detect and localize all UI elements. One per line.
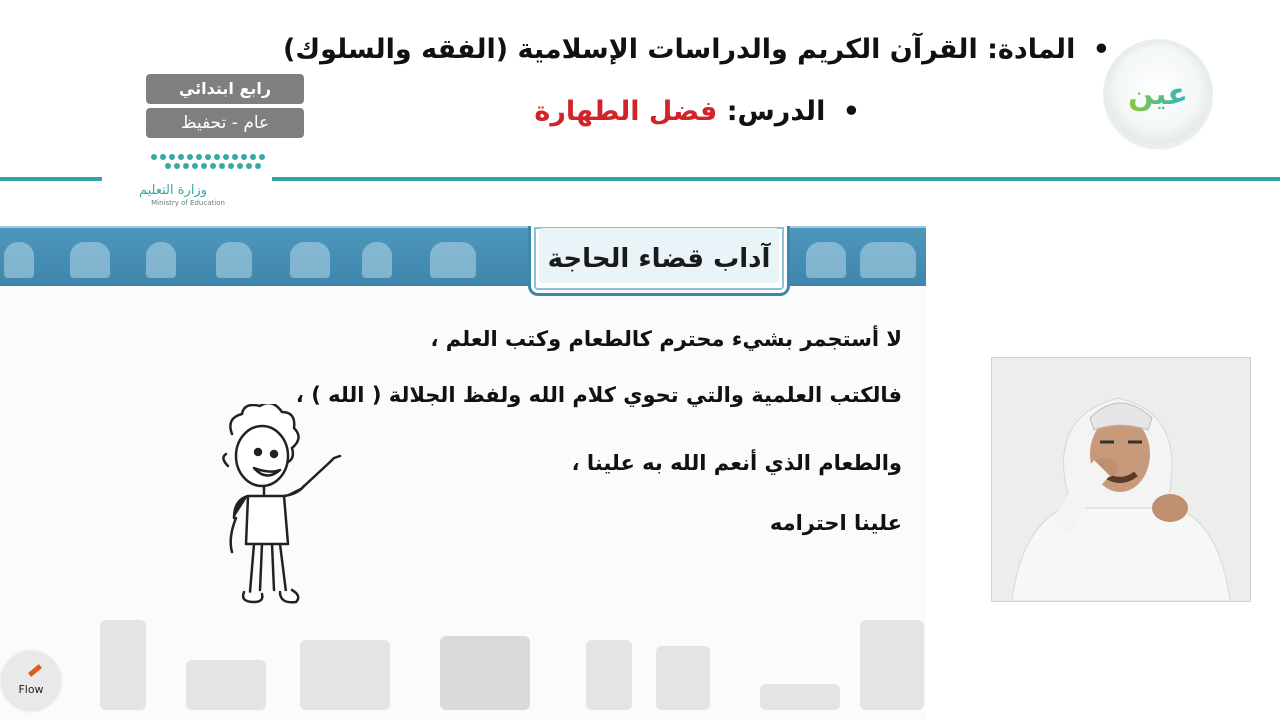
ministry-dots-icon — [148, 163, 278, 169]
subject-text: المادة: القرآن الكريم والدراسات الإسلامية (الفقه والسلوك) — [283, 34, 1076, 65]
lesson-prefix: الدرس: — [726, 96, 826, 127]
subject-line — [283, 34, 1110, 65]
grade-badge: رابع ابتدائي — [146, 74, 304, 104]
ministry-name-ar: وزارة التعليم — [138, 183, 208, 198]
channel-logo-text: عين — [1128, 76, 1188, 112]
pencil-icon — [28, 664, 42, 677]
ministry-name-en: Ministry of Education — [151, 199, 225, 207]
sign-language-video — [991, 357, 1251, 602]
bullet: • — [1092, 34, 1110, 65]
flow-badge — [2, 652, 60, 710]
interpreter-figure — [992, 358, 1250, 601]
pointing-boy-illustration — [214, 404, 344, 614]
bottom-decoration-strip — [0, 620, 926, 720]
slide-line: فالكتب العلمية والتي تحوي كلام الله ولفظ الجلالة ( الله ) ، — [295, 383, 902, 407]
lesson-line — [534, 96, 860, 127]
track-badge: عام - تحفيظ — [146, 108, 304, 138]
slide-line: لا أستجمر بشيء محترم كالطعام وكتب العلم ، — [430, 327, 902, 351]
ministry-dots-icon — [138, 154, 278, 160]
ministry-logo — [108, 154, 278, 226]
channel-logo — [1108, 44, 1208, 144]
divider — [0, 177, 102, 181]
lesson-title: فضل الطهارة — [534, 96, 718, 127]
slide-title: آداب قضاء الحاجة — [547, 243, 771, 274]
slide-title-tab — [528, 226, 790, 296]
bullet: • — [842, 96, 860, 127]
slide-line: والطعام الذي أنعم الله به علينا ، — [571, 451, 902, 475]
divider — [272, 177, 1280, 181]
slide-line: علينا احترامه — [769, 511, 902, 535]
flow-label: Flow — [18, 683, 44, 696]
lesson-slide — [0, 226, 926, 720]
